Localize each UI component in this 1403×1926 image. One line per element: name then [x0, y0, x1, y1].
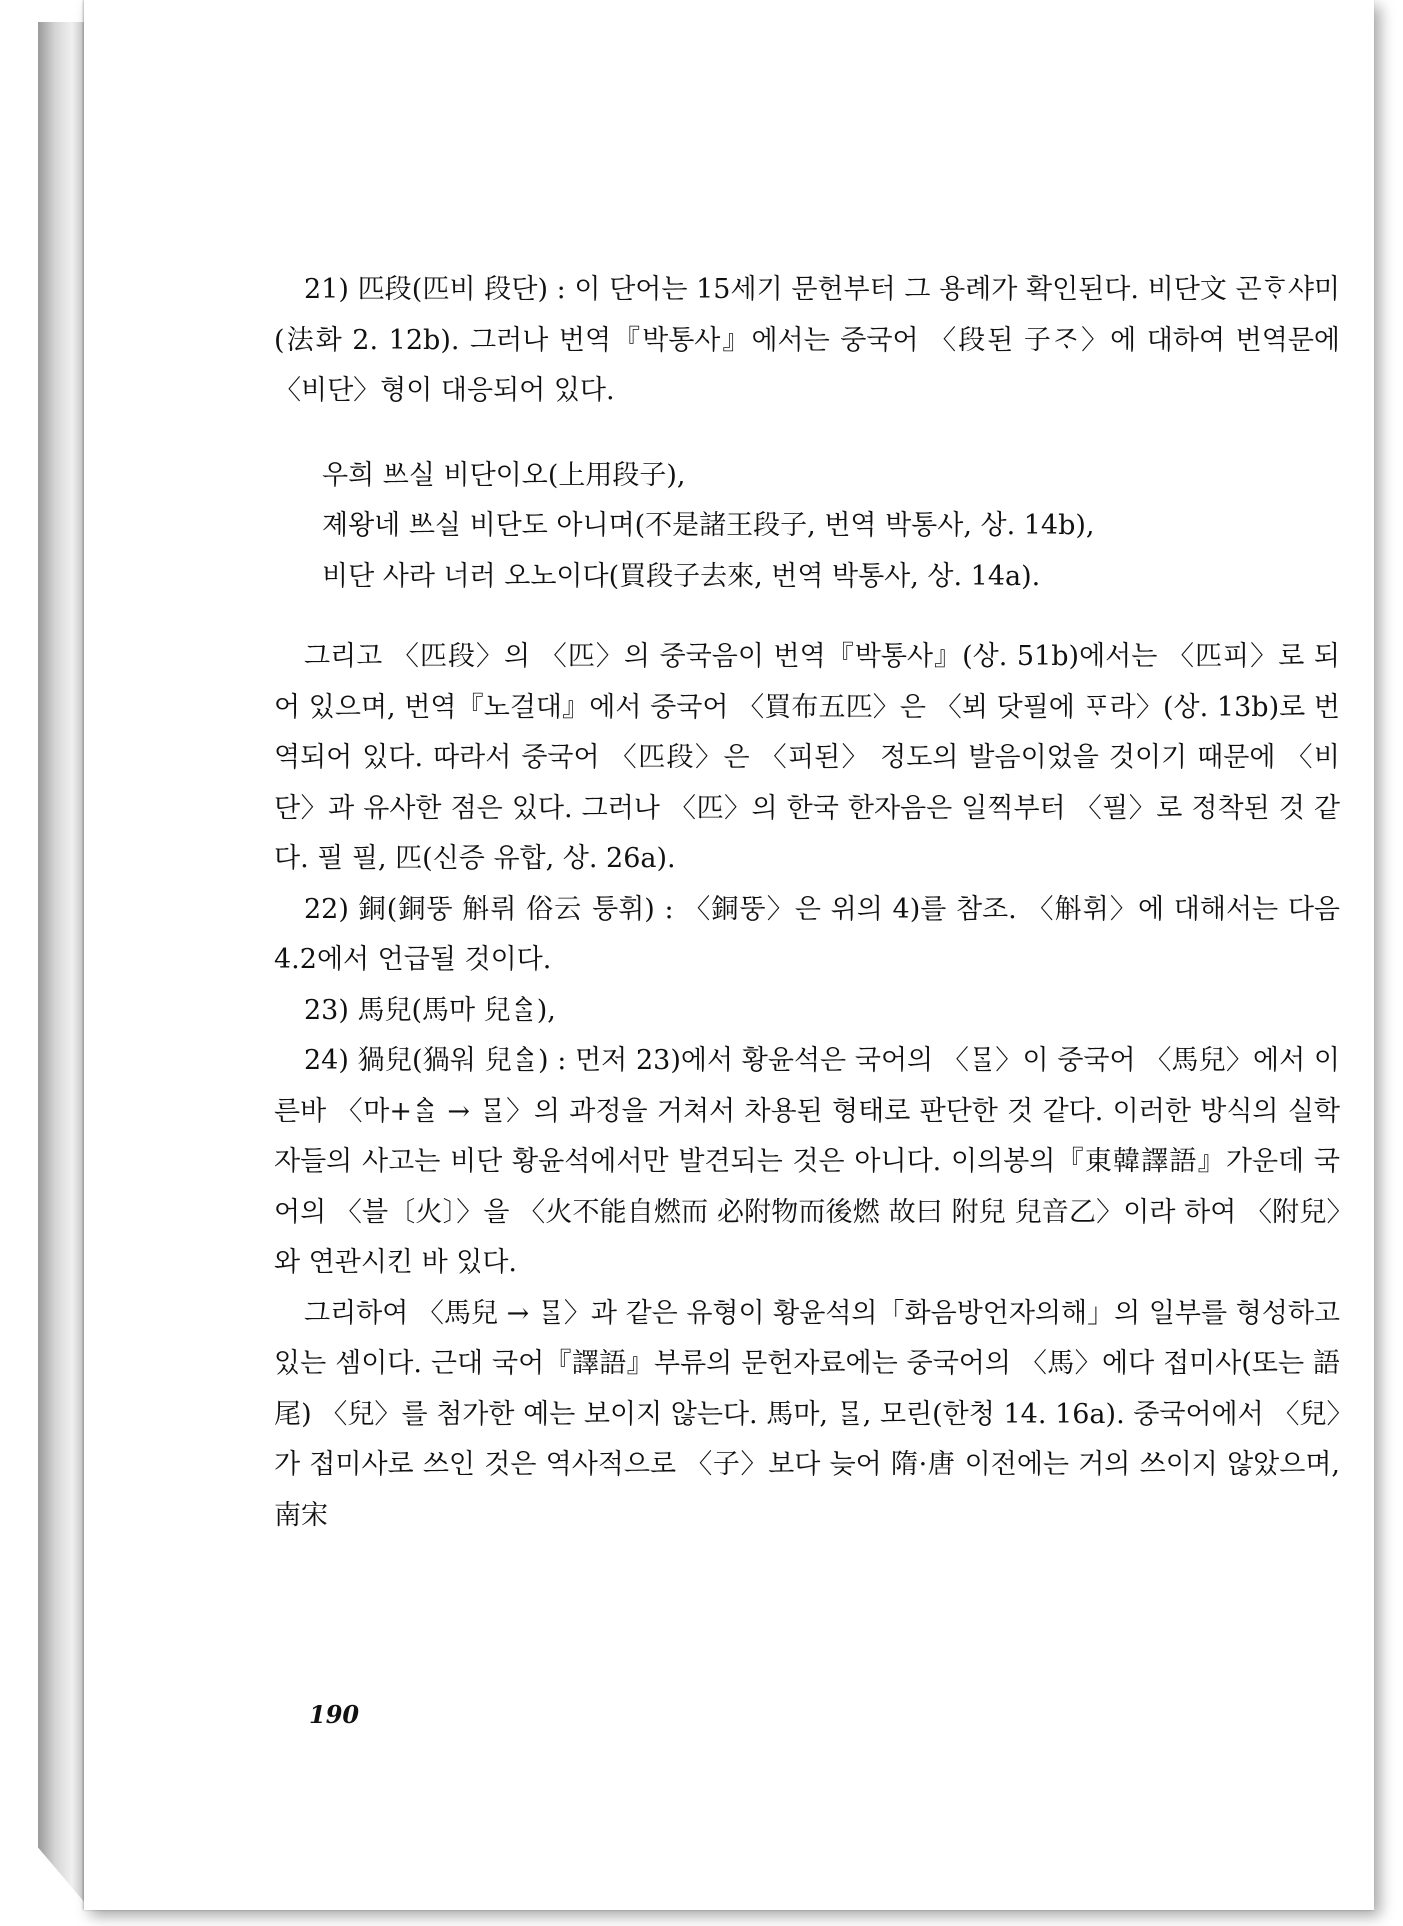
book-page — [84, 0, 1374, 1910]
paragraph-22: 22) 銅(銅뚱 斛뤼 俗云 퉁휘) : 〈銅뚱〉은 위의 4)를 참조. 〈斛휘〉에 대해서는 다음 4.2에서 언급될 것이다. — [274, 893, 1340, 975]
paragraph-marker-discussion: 그리하여 〈馬兒 → ᄆᆞᆯ〉과 같은 유형이 황윤석의「화음방언자의해」의 일부를 형성하고 있는 셈이다. 근대 국어『譯語』부류의 문헌자료에는 중국어의 〈馬〉에다 접미사(또는 語尾) 〈兒〉를 첨가한 예는 보이지 않는다. 馬마, ᄆᆞᆯ, 모린(한청 14. 16a). 중국어에서 〈兒〉가 접미사로 쓰인 것은 역사적으로 〈子〉보다 늦어 隋·唐 이전에는 거의 쓰이지 않았으며, 南宋 — [274, 1297, 1340, 1531]
citation-line: 우희 ᄡᅳ실 비단이오(上用段子), — [322, 459, 686, 491]
paragraph-23: 23) 馬兒(馬마 兒ᅀᆞᆯ), — [304, 994, 556, 1026]
page-number: 190 — [309, 1700, 360, 1729]
paragraph-21: 21) 匹段(匹비 段단) : 이 단어는 15세기 문헌부터 그 용례가 확인된다. 비단文 곤ᄒᆞ샤미(法화 2. 12b). 그러나 번역『박통사』에서는 중국어 〈段된 子ᄌᆞ〉에 대하여 번역문에 〈비단〉형이 대응되어 있다. — [274, 274, 1340, 406]
paragraph-24: 24) 猧兒(猧워 兒ᅀᆞᆯ) : 먼저 23)에서 황윤석은 국어의 〈ᄆᆞᆯ〉이 중국어 〈馬兒〉에서 이른바 〈마+ᅀᆞᆯ → ᄆᆞᆯ〉의 과정을 거쳐서 차용된 형태로 판단한 것 같다. 이러한 방식의 실학자들의 사고는 비단 황윤석에서만 발견되는 것은 아니다. 이의봉의『東韓譯語』가운데 국어의 〈블〔火〕〉을 〈火不能自燃而 必附物而後燃 故曰 附兒 兒音乙〉이라 하여 〈附兒〉와 연관시킨 바 있다. — [274, 1045, 1340, 1278]
citation-line: 비단 사라 너러 오노이다(買段子去來, 번역 박통사, 상. 14a). — [322, 560, 1041, 592]
citation-line: 졔왕네 ᄡᅳ실 비단도 아니며(不是諸王段子, 번역 박통사, 상. 14b), — [322, 510, 1095, 541]
book-spine-edge — [38, 22, 86, 1904]
page-body — [274, 265, 1340, 1541]
paragraph-匹-discussion: 그리고 〈匹段〉의 〈匹〉의 중국음이 번역『박통사』(상. 51b)에서는 〈匹피〉로 되어 있으며, 번역『노걸대』에서 중국어 〈買布五匹〉은 〈뵈 닷필에 ᄑᆞ라〉(상. 13b)로 번역되어 있다. 따라서 중국어 〈匹段〉은 〈피된〉 정도의 발음이었을 것이기 때문에 〈비단〉과 유사한 점은 있다. 그러나 〈匹〉의 한국 한자음은 일찍부터 〈필〉로 정착된 것 같다. 필 필, 匹(신증 유합, 상. 26a). — [274, 641, 1340, 874]
citation-block — [274, 451, 1340, 603]
